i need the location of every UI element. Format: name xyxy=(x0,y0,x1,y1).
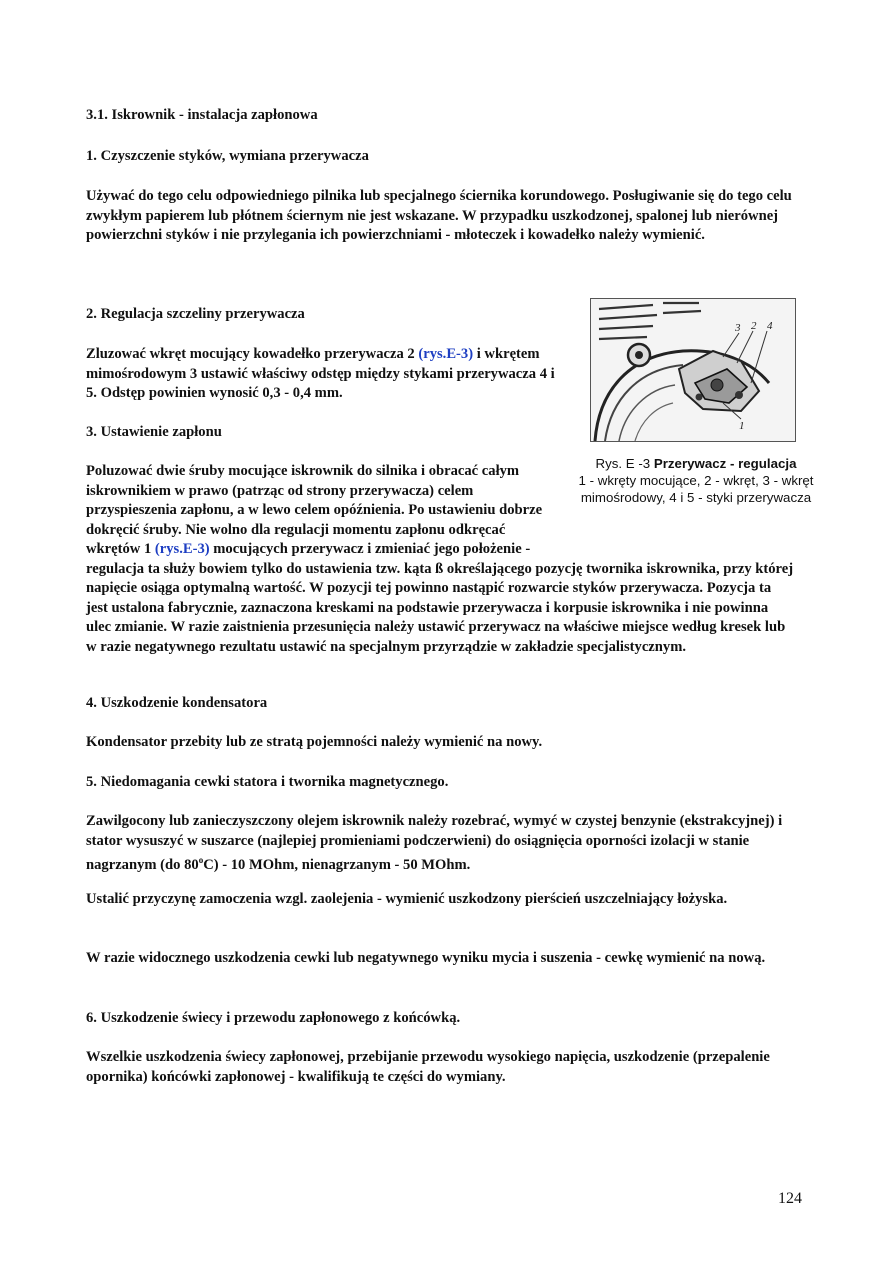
section-3-body: Poluzować dwie śruby mocujące iskrownik do silnika i obracać całym iskrownikiem w prawo (patrząc od strony przerywacza) celem przyspieszenia zapłonu, a w lewo celem opóźnienia. Po ustawieniu dobrze dokręcić śruby. Nie wolno dla regulacji momentu zapłonu odkręcać wkrętów 1 (rys.E-3) mocujących przerywacz i zmieniać jego położenie - regulacja ta służy bowiem tylko do ustawienia tzw. kąta ß określającego pozycję twornika iskrownika, przy której napięcie osiąga optymalną wartość. W pozycji tej powinno nastąpić rozwarcie styków przerywacza. Pozycja ta jest ustalona fabrycznie, zaznaczona kreskami na podstawie przerywacza i korpusie iskrownika i nie powinna ulec zmianie. W razie zaistnienia przesunięcia należy ustawić przerywacz na właściwe miejsce według kresek lub w razie negatywnego rezultatu ustawić na specjalnym przyrządzie w zakładzie specjalistycznym. xyxy=(86,462,796,657)
breaker-figure xyxy=(590,298,796,442)
section-3-title: 3. Ustawienie zapłonu xyxy=(86,424,222,440)
section-5-title: 5. Niedomagania cewki statora i twornika magnetycznego. xyxy=(86,774,449,790)
figure-label-4: 4 xyxy=(767,320,773,332)
figure-label-3: 3 xyxy=(735,322,741,334)
main-heading: 3.1. Iskrownik - instalacja zapłonowa xyxy=(86,107,318,123)
section-5-body-1: Zawilgocony lub zanieczyszczony olejem iskrownik należy rozebrać, wymyć w czystej benzynie (ekstrakcyjnej) i stator wysuszyć w suszarce (najlepiej promieniami podczerwieni) do osiągnięcia oporności izolacji w stanie nagrzanym (do 80$^o$C) - 10 MOhm, nienagrzanym - 50 MOhm. xyxy=(86,813,783,873)
section-4-title: 4. Uszkodzenie kondensatora xyxy=(86,695,268,711)
section-6-title: 6. Uszkodzenie świecy i przewodu zapłonowego z końcówką. xyxy=(86,1010,461,1026)
section-5-body-2: Ustalić przyczynę zamoczenia wzgl. zaolejenia - wymienić uszkodzony pierścień uszczelniający łożyska. xyxy=(86,891,728,907)
figure-reference-link[interactable]: (rys.E-3) xyxy=(418,346,474,362)
section-2-body: Zluzować wkręt mocujący kowadełko przerywacza 2 (rys.E-3) i wkrętem mimośrodowym 3 ustawić właściwy odstęp między stykami przerywacza 4 i 5. Odstęp powinien wynosić 0,3 - 0,4 mm. xyxy=(86,346,555,401)
breaker-diagram-image xyxy=(591,299,795,441)
figure-label-1: 1 xyxy=(739,420,745,432)
section-6-body: Wszelkie uszkodzenia świecy zapłonowej, przebijanie przewodu wysokiego napięcia, uszkodzenie (przepalenie opornika) końcówki zapłonowej - kwalifikują te części do wymiany. xyxy=(86,1049,770,1085)
figure-reference-link[interactable]: (rys.E-3) xyxy=(154,541,210,557)
figure-caption xyxy=(577,455,815,506)
section-1-title: 1. Czyszczenie styków, wymiana przerywacza xyxy=(86,148,369,164)
section-4-body: Kondensator przebity lub ze stratą pojemności należy wymienić na nowy. xyxy=(86,734,543,750)
figure-caption-prefix: Rys. E -3 xyxy=(595,456,654,471)
section-2-title: 2. Regulacja szczeliny przerywacza xyxy=(86,306,305,322)
figure-caption-title: Przerywacz - regulacja xyxy=(653,456,797,471)
page-number: 124 xyxy=(778,1190,802,1207)
section-1-body: Używać do tego celu odpowiedniego pilnika lub specjalnego ściernika korundowego. Posługiwanie się do tego celu zwykłym papierem lub płótnem ściernym nie jest wskazane. W przypadku uszkodzonej, spalonej lub nierównej powierzchni styków i nie przylegania ich powierzchniami - młoteczek i kowadełko należy wymienić. xyxy=(86,188,792,243)
figure-caption-body: 1 - wkręty mocujące, 2 - wkręt, 3 - wkręt mimośrodowy, 4 i 5 - styki przerywacza xyxy=(578,473,814,505)
section-5-body-3: W razie widocznego uszkodzenia cewki lub negatywnego wyniku mycia i suszenia - cewkę wymienić na nową. xyxy=(86,950,766,966)
figure-label-2: 2 xyxy=(751,320,757,332)
